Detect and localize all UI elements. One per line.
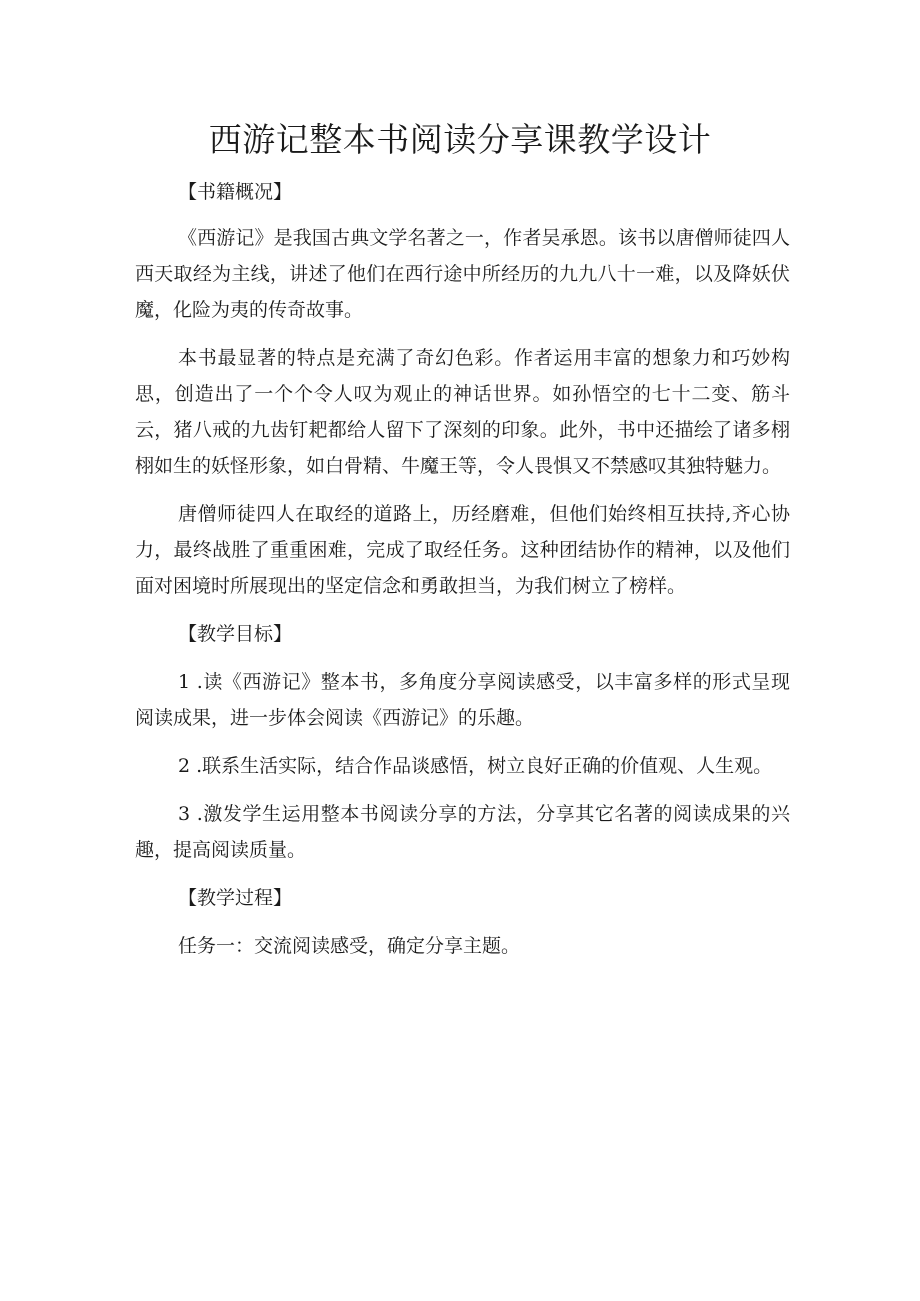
- section-book-overview: [135, 174, 790, 604]
- task-item-1: 任务一：交流阅读感受，确定分享主题。: [178, 935, 521, 957]
- document-title: 西游记整本书阅读分享课教学设计: [208, 120, 712, 159]
- paragraph-intro: 《西游记》是我国古典文学名著之一，作者吴承恩。该书以唐僧师徒四人西天取经为主线，讲述了他们在西行途中所经历的九九八十一难，以及降妖伏魔，化险为夷的传奇故事。: [135, 227, 790, 321]
- paragraph-teamwork: 唐僧师徒四人在取经的道路上，历经磨难，但他们始终相互扶持,齐心协力，最终战胜了重重困难，完成了取经任务。这种团结协作的精神，以及他们面对困境时所展现出的坚定信念和勇敢担当，为我们树立了榜样。: [135, 503, 790, 597]
- section-teaching-process: [135, 880, 790, 964]
- goal-item-1: 1 .读《西游记》整本书，多角度分享阅读感受，以丰富多样的形式呈现阅读成果，进一步体会阅读《西游记》的乐趣。: [135, 671, 790, 729]
- section-heading-teaching-process: 【教学过程】: [178, 887, 293, 909]
- section-heading-teaching-goals: 【教学目标】: [178, 623, 293, 645]
- paragraph-fantasy-features: 本书最显著的特点是充满了奇幻色彩。作者运用丰富的想象力和巧妙构思，创造出了一个个令人叹为观止的神话世界。如孙悟空的七十二变、筋斗云，猪八戒的九齿钉耙都给人留下了深刻的印象。此外，书中还描绘了诸多栩栩如生的妖怪形象，如白骨精、牛魔王等，令人畏惧又不禁感叹其独特魅力。: [135, 347, 790, 477]
- goal-item-2: 2 .联系生活实际，结合作品谈感悟，树立良好正确的价值观、人生观。: [178, 755, 773, 777]
- section-heading-book-overview: 【书籍概况】: [178, 181, 293, 203]
- document-body: [135, 174, 790, 964]
- section-teaching-goals: [135, 616, 790, 868]
- goal-item-3: 3 .激发学生运用整本书阅读分享的方法，分享其它名著的阅读成果的兴趣，提高阅读质量。: [135, 803, 790, 861]
